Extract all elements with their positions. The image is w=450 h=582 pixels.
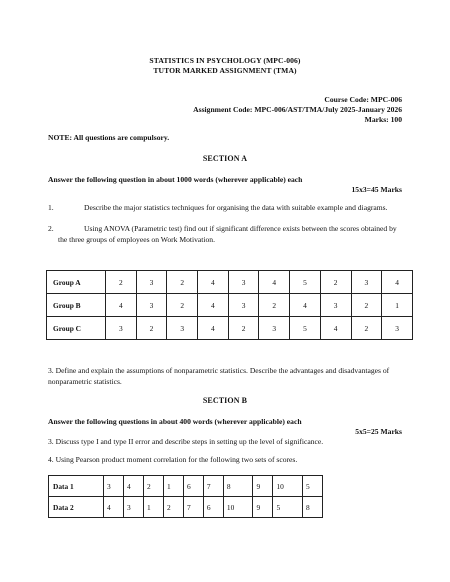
- table-cell: 3: [104, 476, 124, 497]
- table-cell: 2: [167, 271, 198, 294]
- note: NOTE: All questions are compulsory.: [48, 133, 170, 142]
- table-cell: 3: [228, 271, 259, 294]
- table-cell: 3: [123, 497, 143, 518]
- total-marks: Marks: 100: [364, 115, 402, 124]
- table-cell: 7: [183, 497, 203, 518]
- question-1-number: 1.: [48, 203, 54, 212]
- table-cell: 4: [198, 294, 229, 317]
- table-cell: 4: [290, 294, 321, 317]
- table-cell: 5: [290, 317, 321, 340]
- row-label: Data 1: [49, 476, 104, 497]
- groups-table: [46, 270, 413, 340]
- table-row: [47, 317, 413, 340]
- table-cell: 2: [163, 497, 183, 518]
- course-code: Course Code: MPC-006: [324, 95, 402, 104]
- row-label: Group A: [47, 271, 106, 294]
- table-cell: 3: [320, 294, 351, 317]
- table-cell: 5: [273, 497, 303, 518]
- table-cell: 4: [106, 294, 137, 317]
- table-cell: 1: [382, 294, 413, 317]
- table-cell: 2: [136, 317, 167, 340]
- table-cell: 3: [136, 294, 167, 317]
- table-cell: 3: [382, 317, 413, 340]
- document-title: STATISTICS IN PSYCHOLOGY (MPC-006): [149, 56, 301, 65]
- table-cell: 4: [104, 497, 124, 518]
- table-cell: 2: [143, 476, 163, 497]
- table-cell: 4: [382, 271, 413, 294]
- table-cell: 3: [106, 317, 137, 340]
- section-a-marks: 15x3=45 Marks: [351, 185, 402, 194]
- table-cell: 10: [223, 497, 253, 518]
- table-cell: 6: [183, 476, 203, 497]
- table-cell: 2: [351, 294, 382, 317]
- table-cell: 2: [167, 294, 198, 317]
- table-cell: 3: [228, 294, 259, 317]
- section-b-instruction: Answer the following questions in about 400 words (wherever applicable) each: [48, 417, 302, 426]
- table-cell: 8: [302, 497, 322, 518]
- document-subtitle: TUTOR MARKED ASSIGNMENT (TMA): [153, 66, 297, 75]
- table-cell: 9: [253, 497, 273, 518]
- row-label: Group C: [47, 317, 106, 340]
- table-cell: 3: [259, 317, 290, 340]
- table-cell: 2: [228, 317, 259, 340]
- table-cell: 2: [351, 317, 382, 340]
- question-2-number: 2.: [48, 224, 54, 233]
- section-b-marks: 5x5=25 Marks: [355, 427, 402, 436]
- table-row: [47, 271, 413, 294]
- table-cell: 6: [203, 497, 223, 518]
- question-3b-text: 3. Discuss type I and type II error and describe steps in setting up the level of significance.: [48, 437, 324, 446]
- table-cell: 4: [198, 317, 229, 340]
- question-3-text: 3. Define and explain the assumptions of nonparametric statistics. Describe the advantages and disadvantages of nonparametric statistics.: [48, 366, 390, 386]
- table-cell: 2: [259, 294, 290, 317]
- row-label: Data 2: [49, 497, 104, 518]
- table-cell: 5: [290, 271, 321, 294]
- table-cell: 4: [259, 271, 290, 294]
- table-cell: 3: [351, 271, 382, 294]
- row-label: Group B: [47, 294, 106, 317]
- table-row: [47, 294, 413, 317]
- section-a-heading: SECTION A: [202, 154, 248, 163]
- question-1-text: Describe the major statistics techniques for organising the data with suitable example and diagrams.: [84, 203, 388, 212]
- question-4-text: 4. Using Pearson product moment correlation for the following two sets of scores.: [48, 455, 298, 464]
- table-cell: 3: [136, 271, 167, 294]
- table-cell: 10: [273, 476, 303, 497]
- table-cell: 7: [203, 476, 223, 497]
- section-b-heading: SECTION B: [202, 396, 248, 405]
- table-cell: 2: [320, 271, 351, 294]
- table-cell: 4: [198, 271, 229, 294]
- question-2-text: Using ANOVA (Parametric test) find out if significant difference exists between the scores obtained by the three groups of employees on Work Motivation.: [58, 224, 397, 244]
- table-cell: 1: [143, 497, 163, 518]
- assignment-code: Assignment Code: MPC-006/AST/TMA/July 2025-January 2026: [193, 105, 402, 114]
- table-row: [49, 497, 323, 518]
- table-cell: 5: [302, 476, 322, 497]
- data-table: [48, 475, 323, 518]
- table-cell: 4: [320, 317, 351, 340]
- table-cell: 8: [223, 476, 253, 497]
- table-cell: 9: [253, 476, 273, 497]
- table-cell: 3: [167, 317, 198, 340]
- section-a-instruction: Answer the following question in about 1000 words (wherever applicable) each: [48, 175, 303, 184]
- table-cell: 4: [123, 476, 143, 497]
- table-cell: 1: [163, 476, 183, 497]
- table-cell: 2: [106, 271, 137, 294]
- table-row: [49, 476, 323, 497]
